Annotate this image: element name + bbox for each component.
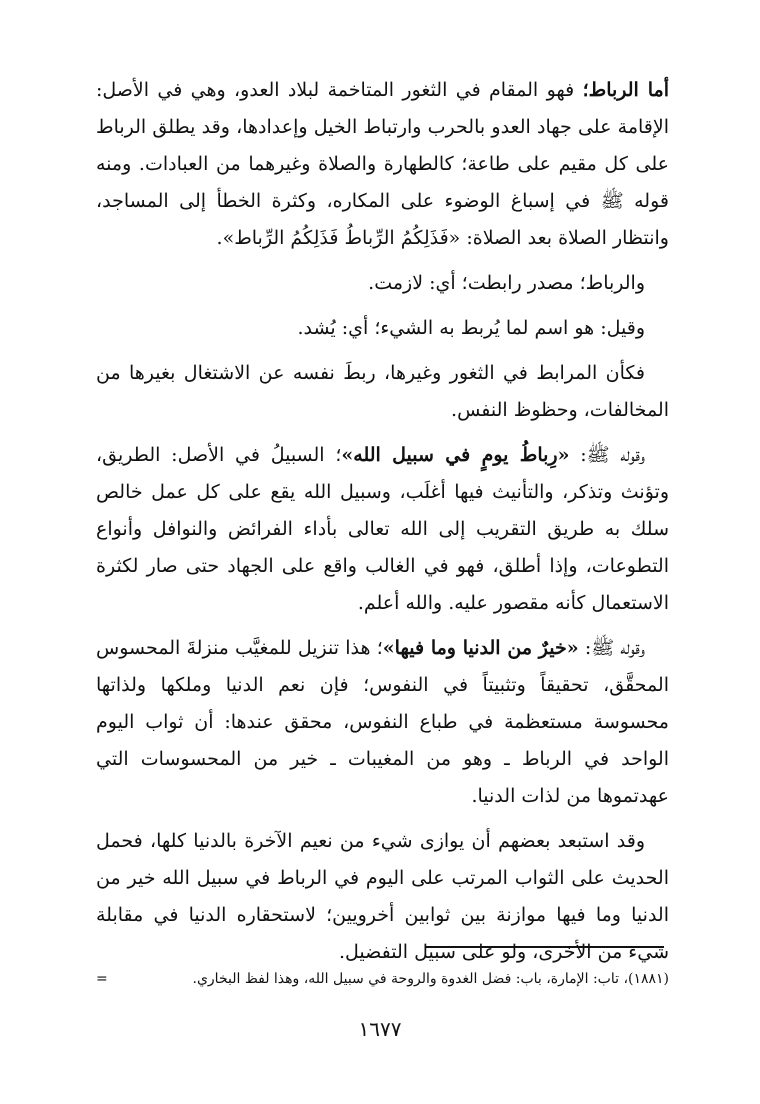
paragraph-istabad	[96, 823, 669, 971]
page-body	[96, 72, 669, 979]
footnote-continuation-mark: =	[96, 971, 108, 987]
paragraph-lead: أما الرباط؛	[582, 79, 669, 101]
paragraph-ribat-definition	[96, 72, 669, 257]
paragraph-sabil	[96, 437, 669, 622]
paragraph-text: ؛ السبيلُ في الأصل: الطريق، وتؤنث وتذكر، والتأنيث فيها أغلَب، وسبيل الله يقع على كل عمل خالص سلك به طريق التقريب إلى الله تعالى بأداء الفرائض والنوافل وأنواع التطوعات، وإذا أطلق، فهو في الغالب واقع على الجهاد حتى صار لكثرة الاستعمال كأنه مقصور عليه. والله أعلم.	[96, 444, 669, 614]
page-number: ١٦٧٧	[358, 1017, 402, 1041]
paragraph-text: فهو المقام في الثغور المتاخمة لبلاد العدو، وهي في الأصل: الإقامة على جهاد العدو بالحرب وارتباط الخيل وإعدادها، وقد يطلق الرباط على كل مقيم على طاعة؛ كالطهارة والصلاة وغيرهما من العبادات. ومنه قوله ﷺ في إسباغ الوضوء على المكاره، وكثرة الخطأ إلى المساجد، وانتظار الصلاة بعد الصلاة: «فَذَلِكُمُ الرِّباطُ فَذَلِكُمُ الرِّباط».	[96, 79, 669, 249]
paragraph-murabit	[96, 355, 669, 429]
footnote	[96, 968, 669, 990]
paragraph-qil	[96, 310, 669, 347]
paragraph-prefix: وقوله ﷺ:	[578, 637, 645, 659]
paragraph-ribat-masdar	[96, 265, 669, 302]
paragraph-khayr	[96, 630, 669, 815]
paragraph-text: وقيل: هو اسم لما يُربط به الشيء؛ أي: يُشد.	[297, 317, 645, 339]
paragraph-text: ؛ هذا تنزيل للمغيَّب منزلةَ المحسوس المحقَّق، تحقيقاً وتثبيتاً في النفوس؛ فإن نعم الدنيا وملكها ولذاتها محسوسة مستعظمة في طباع النفوس، محقق عندها: أن ثواب اليوم الواحد في الرباط ـ وهو من المغيبات ـ خير من المحسوسات التي عهدتموها من لذات الدنيا.	[96, 637, 669, 807]
footnote-divider	[426, 946, 664, 948]
hadith-quote: «رِباطُ يومٍ في سبيل الله»	[341, 444, 570, 466]
footnote-text: (١٨٨١)، تاب: الإمارة، باب: فضل الغدوة والروحة في سبيل الله، وهذا لفظ البخاري.	[192, 971, 669, 987]
paragraph-text: وقد استبعد بعضهم أن يوازى شيء من نعيم الآخرة بالدنيا كلها، فحمل الحديث على الثواب المرتب على اليوم في الرباط في سبيل الله خير من الدنيا وما فيها موازنة بين ثوابين أخرويين؛ لاستحقاره الدنيا في مقابلة شيء من الأخرى، ولو على سبيل التفضيل.	[96, 830, 669, 963]
paragraph-text: والرباط؛ مصدر رابطت؛ أي: لازمت.	[368, 272, 645, 294]
paragraph-prefix: وقوله ﷺ:	[569, 444, 646, 466]
paragraph-text: فكأن المرابط في الثغور وغيرها، ربطَ نفسه عن الاشتغال بغيرها من المخالفات، وحظوظ النفس.	[96, 362, 669, 421]
hadith-quote: «خيرٌ من الدنيا وما فيها»	[382, 637, 579, 659]
